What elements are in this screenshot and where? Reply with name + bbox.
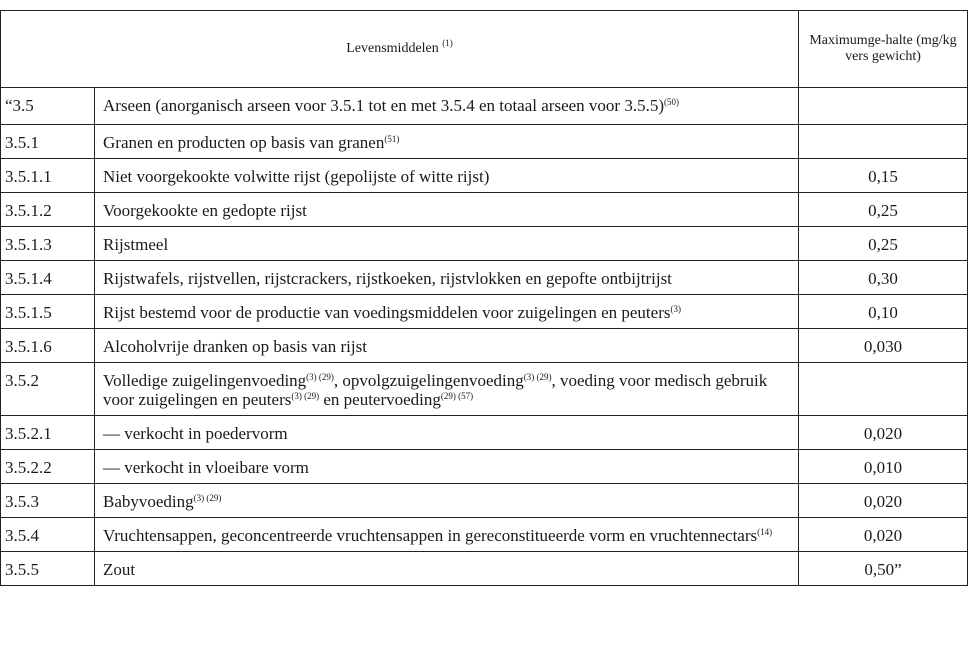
footnote-ref: (51)	[384, 134, 400, 144]
row-code: 3.5.1	[1, 125, 95, 159]
row-description: — verkocht in poedervorm	[95, 416, 799, 450]
contaminant-limits-table	[0, 10, 968, 586]
food-header-label: Levensmiddelen	[346, 41, 439, 56]
table-row	[1, 88, 968, 125]
row-value: 0,010	[799, 450, 968, 484]
row-value	[799, 363, 968, 416]
row-value: 0,15	[799, 159, 968, 193]
row-code: 3.5.2.2	[1, 450, 95, 484]
table-row	[1, 416, 968, 450]
row-description: Rijstwafels, rijstvellen, rijstcrackers, rijstkoeken, rijstvlokken en gepofte ontbijtrijst	[95, 261, 799, 295]
row-code: 3.5.3	[1, 484, 95, 518]
row-description: Zout	[95, 552, 799, 586]
row-code: 3.5.5	[1, 552, 95, 586]
row-value: 0,25	[799, 193, 968, 227]
row-description: — verkocht in vloeibare vorm	[95, 450, 799, 484]
header-row	[1, 11, 968, 88]
row-value: 0,25	[799, 227, 968, 261]
row-description: Alcoholvrije dranken op basis van rijst	[95, 329, 799, 363]
table-row	[1, 552, 968, 586]
table-row	[1, 363, 968, 416]
footnote-ref: (3) (29)	[193, 493, 222, 503]
table-row	[1, 329, 968, 363]
table-row	[1, 261, 968, 295]
row-value: 0,020	[799, 484, 968, 518]
row-code: 3.5.1.4	[1, 261, 95, 295]
row-value: 0,30	[799, 261, 968, 295]
row-description: Voorgekookte en gedopte rijst	[95, 193, 799, 227]
row-description: Volledige zuigelingenvoeding$^{(3) (29)}$, opvolgzuigelingenvoeding$^{(3) (29)}$, voeding voor medisch gebruik voor zuigelingen en peuters$^{(3) (29)}$ en peutervoeding$^{(29) (57)}$	[95, 363, 799, 416]
row-description: Arseen (anorganisch arseen voor 3.5.1 tot en met 3.5.4 en totaal arseen voor 3.5.5)$^{(50)}$	[95, 88, 799, 125]
row-description: Babyvoeding$^{(3) (29)}$	[95, 484, 799, 518]
row-code: 3.5.1.6	[1, 329, 95, 363]
row-code: 3.5.1.2	[1, 193, 95, 227]
row-value: 0,10	[799, 295, 968, 329]
footnote-ref: (3) (29)	[291, 391, 320, 401]
table-row	[1, 450, 968, 484]
footnote-ref: (3) (29)	[523, 372, 552, 382]
row-value	[799, 88, 968, 125]
footnote-ref: (50)	[663, 97, 679, 107]
row-code: 3.5.2.1	[1, 416, 95, 450]
footnote-ref: (29) (57)	[440, 391, 474, 401]
row-code: 3.5.1.3	[1, 227, 95, 261]
footnote-ref: (3)	[670, 304, 681, 314]
footnote-ref: (3) (29)	[306, 372, 334, 382]
row-value: 0,50”	[799, 552, 968, 586]
table-row	[1, 159, 968, 193]
row-value: 0,020	[799, 416, 968, 450]
table-row	[1, 193, 968, 227]
row-code: 3.5.4	[1, 518, 95, 552]
row-value	[799, 125, 968, 159]
row-description: Rijst bestemd voor de productie van voedingsmiddelen voor zuigelingen en peuters$^{(3)}$	[95, 295, 799, 329]
row-code: 3.5.2	[1, 363, 95, 416]
row-value: 0,020	[799, 518, 968, 552]
table-row	[1, 227, 968, 261]
food-header-note: (1)	[442, 38, 453, 48]
table-row	[1, 518, 968, 552]
row-code: “3.5	[1, 88, 95, 125]
table-row	[1, 125, 968, 159]
row-value: 0,030	[799, 329, 968, 363]
row-description: Niet voorgekookte volwitte rijst (gepolijste of witte rijst)	[95, 159, 799, 193]
row-code: 3.5.1.1	[1, 159, 95, 193]
row-description: Vruchtensappen, geconcentreerde vruchtensappen in gereconstitueerde vorm en vruchtennectars$^{(14)}$	[95, 518, 799, 552]
max-content-header: Maximumge-halte (mg/kg vers gewicht)	[799, 11, 968, 88]
row-code: 3.5.1.5	[1, 295, 95, 329]
row-description: Granen en producten op basis van granen$^{(51)}$	[95, 125, 799, 159]
food-header	[1, 11, 799, 88]
table-row	[1, 295, 968, 329]
footnote-ref: (14)	[757, 527, 773, 537]
row-description: Rijstmeel	[95, 227, 799, 261]
table-row	[1, 484, 968, 518]
